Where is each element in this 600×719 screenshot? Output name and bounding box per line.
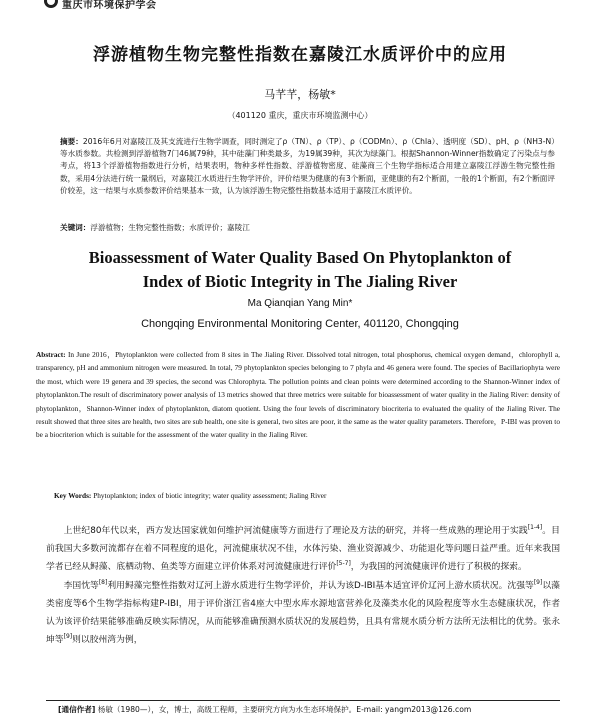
title-cn: 浮游植物生物完整性指数在嘉陵江水质评价中的应用 bbox=[93, 45, 507, 65]
authors-en: Ma Qianqian Yang Min* bbox=[247, 298, 353, 309]
authors-cn: 马芊芊，杨敏* bbox=[264, 88, 336, 101]
citation: [5-7] bbox=[336, 560, 351, 568]
body-p1-text-b: 。目前我国大多数河流都存在着不同程度的退化，河流健康状况不佳，水体污染、渔业资源减少、功能退化等问题日益严重。近年来我国学者已经从鲟藻、底栖动物、鱼类等方面建立评价体系对河流健康进行评价 bbox=[46, 526, 560, 573]
abstract-en bbox=[36, 348, 560, 442]
affiliation-cn: （401120 重庆，重庆市环境监测中心） bbox=[227, 111, 373, 120]
body-text bbox=[46, 522, 560, 649]
footnote-divider bbox=[46, 700, 560, 701]
keywords-en bbox=[54, 490, 560, 502]
abstract-en-text: In June 2016，Phytoplankton were collected from 8 sites in The Jialing River. Dissolved total nitrogen, total phosphorus, chemical oxygen demand，chlorophyll a, transparency, pH and ammonium nitrogen were measured. In total, 79 phytoplankton species belonging to 7 phyla and 46 genera were found. The species of Bacillariophyta were the most, which were 19 genera and 39 species, the second was Chlorophyta. The pollution points and clean points were determined according to the Shannon-Winner index of phytoplankton.The result of discriminatory power analysis of 13 metrics showed that three metrics were suitable for bioassessment of water quality in the Jialing River: density of phytoplankton，Shannon-Winner index of phytoplankton, diatom quotient. Using the four levels of discriminatory biocriteria to evaluated the quality of the Jialing River. The result showed that three sites are health, two sites are sub health, one site is general, two sites are poor, it the same as the water quality parameters. Therefore，P-IBI was proven to be a biocriterion which is suitable for the assessment of the water quality in the Jialing River. bbox=[36, 350, 561, 440]
journal-name: 重庆市环境保护学会 bbox=[62, 0, 157, 11]
footnote-label: [通信作者] bbox=[58, 705, 96, 714]
body-p2-text-a: 李国忱等 bbox=[63, 580, 99, 591]
keywords-cn bbox=[60, 222, 555, 234]
keywords-en-label: Key Words: bbox=[54, 491, 92, 500]
journal-header bbox=[0, 0, 600, 14]
affiliation-en: Chongqing Environmental Monitoring Center, 401120, Chongqing bbox=[141, 318, 459, 330]
abstract-cn-label: 摘要： bbox=[60, 137, 83, 146]
journal-logo-icon bbox=[44, 0, 58, 8]
title-en-line-2: Index of Biotic Integrity in The Jialing River bbox=[142, 272, 458, 291]
footnote-text: 杨敏（1980—），女，博士，高级工程师，主要研究方向为水生态环境保护。E-mail: yangm2013@126.com bbox=[97, 705, 472, 714]
citation: [9] bbox=[533, 578, 543, 586]
title-en-line-1: Bioassessment of Water Quality Based On Phytoplankton of bbox=[88, 248, 512, 267]
citation: [1-4] bbox=[527, 524, 543, 532]
keywords-en-text: Phytoplankton; index of biotic integrity; water quality assessment; Jialing River bbox=[93, 491, 327, 500]
body-p2-text-b: 利用鲟藻完整性指数对辽河上游水质进行生物学评价，并认为该D-IBI基本适宜评价辽河上游水质状况。沈强等 bbox=[107, 580, 534, 591]
body-p1-text-a: 上世纪80年代以来，西方发达国家就如何维护河流健康等方面进行了理论及方法的研究，并将一些成熟的理论用于实践 bbox=[63, 526, 528, 536]
body-paragraph-1 bbox=[46, 522, 560, 577]
body-paragraph-2 bbox=[46, 577, 560, 650]
abstract-cn bbox=[60, 136, 555, 197]
citation: [8] bbox=[98, 578, 108, 586]
keywords-cn-label: 关键词： bbox=[60, 223, 91, 232]
abstract-en-label: Abstract: bbox=[36, 350, 66, 359]
footnote bbox=[58, 704, 560, 715]
keywords-cn-text: 浮游植物；生物完整性指数；水质评价；嘉陵江 bbox=[90, 223, 250, 232]
body-p1-text-c: ，为我国的河流健康评价进行了积极的探索。 bbox=[350, 562, 527, 573]
title-en bbox=[0, 246, 600, 294]
body-p2-text-d: 则以胶州湾为例， bbox=[72, 635, 143, 646]
abstract-cn-text: 2016年6月对嘉陵江及其支流进行生物学调查，同时测定了ρ（TN）、ρ（TP）、ρ（CODMn）、ρ（Chla）、透明度（SD）、pH、ρ（NH3-N）等水质参数。共检测到浮游植物7门46属79种，其中硅藻门种类最多，为19属39种，其次为绿藻门。根据Shannon-Winner指数确定了污染点与参考点，将13个浮游植物指数进行分析，结果表明，物种多样性指数、浮游植物密度、硅藻商三个生物学指标适合用建立嘉陵江浮游生物完整性指数，采用4分法进行统一量纲后，对嘉陵江水质进行生物学评价，评价结果为健康的有3个断面，亚健康的有2个断面，一般的1个断面，有2个断面评价较差，这一结果与水质参数评价结果基本一致，认为该浮游生物完整性指数基本适用于嘉陵江水质评价。 bbox=[60, 137, 556, 195]
body-p2-text-c: 以藻类密度等6个生物学指标构建P-IBI，用于评价浙江省4座大中型水库水源地富营养化及藻类水化的风险程度等水生态健康状况，作者认为该评价结果能够准确反映实际情况，从而能够准确预测水质状况的发展趋势，且具有常规水质分析方法所无法相比的优势。张永坤等 bbox=[46, 580, 560, 646]
citation: [9] bbox=[63, 633, 73, 641]
